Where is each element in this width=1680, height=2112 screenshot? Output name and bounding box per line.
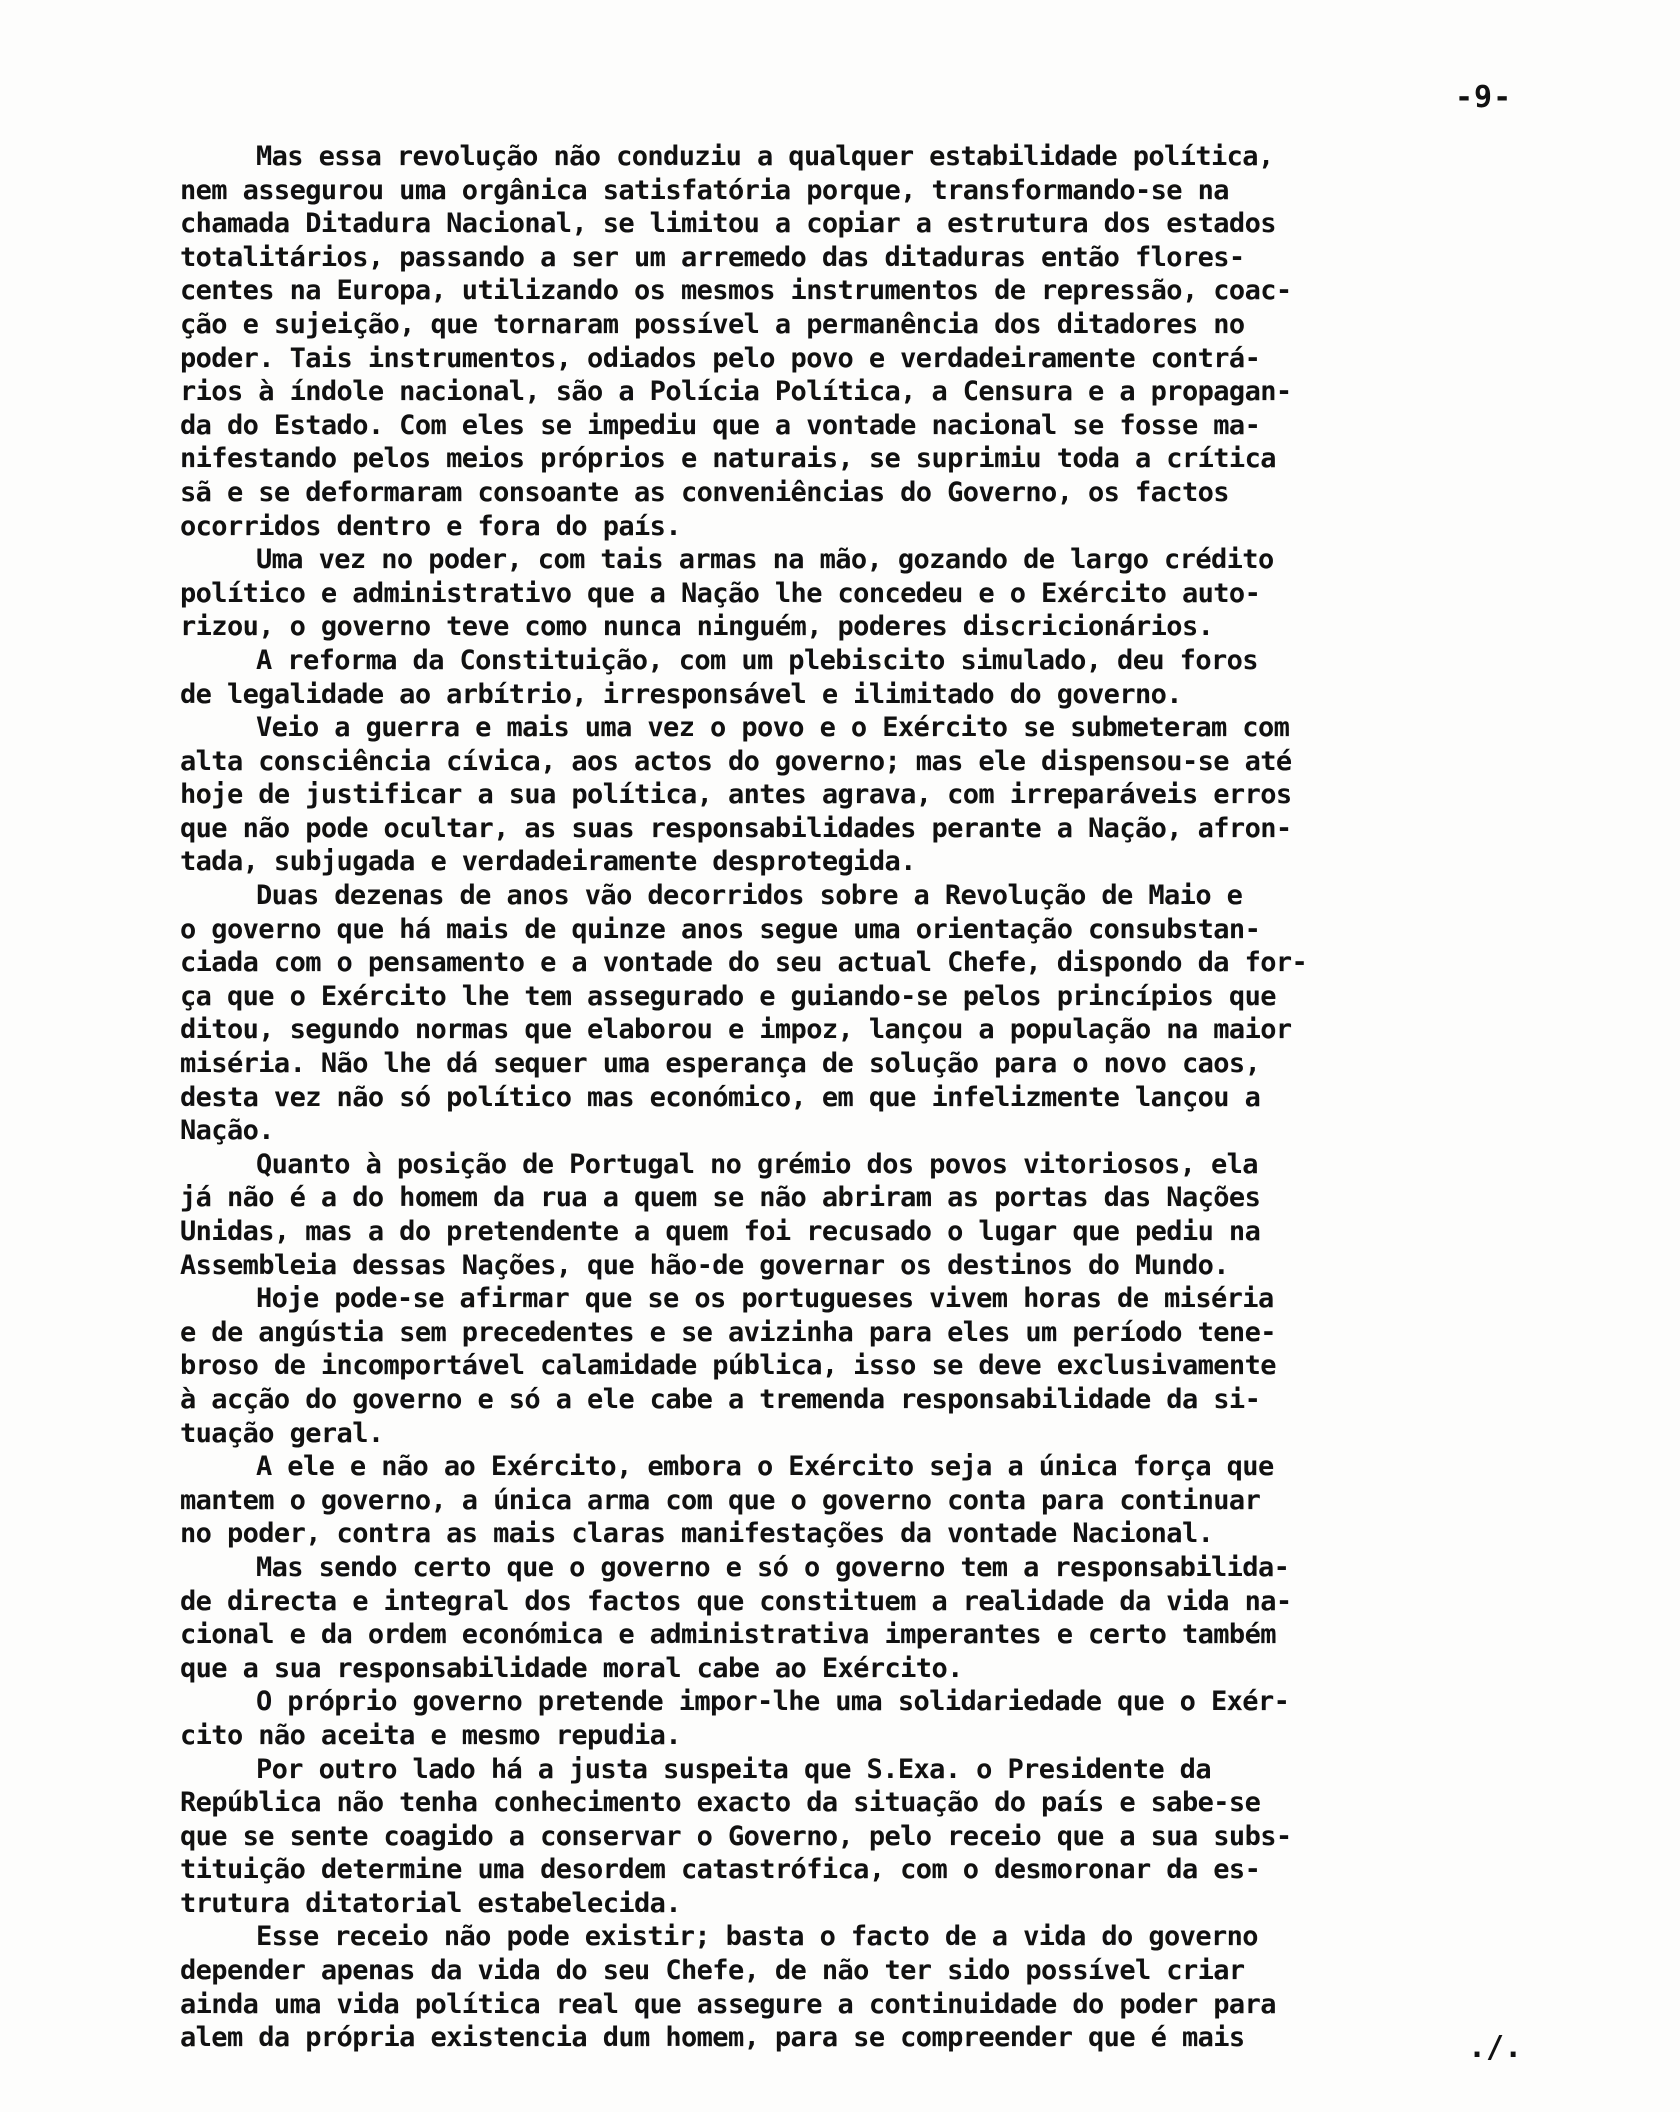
- text-line: à acção do governo e só a ele cabe a tremenda responsabilidade da si-: [180, 1383, 1261, 1415]
- text-line: broso de incomportável calamidade pública, isso se deve exclusivamente: [180, 1350, 1276, 1382]
- text-line: rizou, o governo teve como nunca ninguém, poderes discricionários.: [180, 611, 1214, 643]
- text-line: O próprio governo pretende impor-lhe uma solidariedade que o Exér-: [256, 1686, 1290, 1718]
- text-line: alta consciência cívica, aos actos do governo; mas ele dispensou-se até: [180, 745, 1292, 777]
- text-line: chamada Ditadura Nacional, se limitou a copiar a estrutura dos estados: [180, 208, 1276, 240]
- text-line: tada, subjugada e verdadeiramente desprotegida.: [180, 846, 916, 878]
- text-line: Duas dezenas de anos vão decorridos sobre a Revolução de Maio e: [256, 880, 1243, 912]
- text-line: tuação geral.: [180, 1417, 384, 1449]
- paragraph: [180, 1282, 1580, 1450]
- page-number: -9-: [1455, 80, 1513, 115]
- paragraph: [180, 879, 1580, 1148]
- text-line: Quanto à posição de Portugal no grémio dos povos vitoriosos, ela: [256, 1148, 1258, 1180]
- text-line: mantem o governo, a única arma com que o governo conta para continuar: [180, 1484, 1261, 1516]
- paragraph: [180, 1920, 1580, 2054]
- document-body: [180, 140, 1580, 2055]
- text-line: alem da própria existencia dum homem, para se compreender que é mais: [180, 2022, 1245, 2054]
- text-line: ainda uma vida política real que assegure a continuidade do poder para: [180, 1988, 1276, 2020]
- text-line: A reforma da Constituição, com um plebiscito simulado, deu foros: [256, 644, 1258, 676]
- text-line: nem assegurou uma orgânica satisfatória porque, transformando-se na: [180, 174, 1229, 206]
- paragraph: [180, 1685, 1580, 1752]
- text-line: Mas essa revolução não conduziu a qualquer estabilidade política,: [256, 141, 1274, 172]
- text-line: cito não aceita e mesmo repudia.: [180, 1719, 681, 1751]
- text-line: totalitários, passando a ser um arremedo das ditaduras então flores-: [180, 241, 1245, 273]
- paragraph: [180, 1551, 1580, 1685]
- paragraph: [180, 1450, 1580, 1551]
- paragraph: [180, 711, 1580, 879]
- text-line: Por outro lado há a justa suspeita que S.Exa. o Presidente da: [256, 1753, 1211, 1785]
- text-line: Veio a guerra e mais uma vez o povo e o Exército se submeteram com: [256, 712, 1290, 744]
- text-line: Esse receio não pode existir; basta o facto de a vida do governo: [256, 1921, 1258, 1953]
- text-line: Hoje pode-se afirmar que se os portugueses vivem horas de miséria: [256, 1283, 1274, 1315]
- text-line: Mas sendo certo que o governo e só o governo tem a responsabilida-: [256, 1551, 1290, 1583]
- text-line: e de angústia sem precedentes e se avizinha para eles um período tene-: [180, 1316, 1276, 1348]
- text-line: tituição determine uma desordem catastrófica, com o desmoronar da es-: [180, 1854, 1261, 1886]
- text-line: Assembleia dessas Nações, que hão-de governar os destinos do Mundo.: [180, 1249, 1229, 1281]
- text-line: A ele e não ao Exército, embora o Exército seja a única força que: [256, 1451, 1274, 1483]
- text-line: o governo que há mais de quinze anos segue uma orientação consubstan-: [180, 913, 1261, 945]
- text-line: no poder, contra as mais claras manifestações da vontade Nacional.: [180, 1518, 1214, 1550]
- text-line: Uma vez no poder, com tais armas na mão, gozando de largo crédito: [256, 544, 1274, 576]
- text-line: que a sua responsabilidade moral cabe ao Exército.: [180, 1652, 963, 1684]
- text-line: político e administrativo que a Nação lhe concedeu e o Exército auto-: [180, 577, 1261, 609]
- text-line: rios à índole nacional, são a Polícia Política, a Censura e a propagan-: [180, 376, 1292, 408]
- continuation-mark: ./.: [1468, 2030, 1523, 2065]
- text-line: centes na Europa, utilizando os mesmos instrumentos de repressão, coac-: [180, 275, 1292, 307]
- paragraph: [180, 644, 1580, 711]
- text-line: trutura ditatorial estabelecida.: [180, 1887, 681, 1919]
- text-line: de directa e integral dos factos que constituem a realidade da vida na-: [180, 1585, 1292, 1617]
- text-line: nifestando pelos meios próprios e naturais, se suprimiu toda a crítica: [180, 443, 1276, 475]
- text-line: ciada com o pensamento e a vontade do seu actual Chefe, dispondo da for-: [180, 947, 1308, 979]
- text-line: Unidas, mas a do pretendente a quem foi recusado o lugar que pediu na: [180, 1216, 1261, 1247]
- paragraph: [180, 140, 1580, 543]
- text-line: cional e da ordem económica e administrativa imperantes e certo também: [180, 1619, 1276, 1651]
- text-line: poder. Tais instrumentos, odiados pelo povo e verdadeiramente contrá-: [180, 342, 1261, 374]
- paragraph: [180, 543, 1580, 644]
- text-line: já não é a do homem da rua a quem se não abriram as portas das Nações: [180, 1182, 1261, 1214]
- paragraph: [180, 1753, 1580, 1921]
- text-line: da do Estado. Com eles se impediu que a vontade nacional se fosse ma-: [180, 409, 1261, 441]
- text-line: ditou, segundo normas que elaborou e impoz, lançou a população na maior: [180, 1014, 1292, 1046]
- text-line: hoje de justificar a sua política, antes agrava, com irreparáveis erros: [180, 779, 1292, 811]
- text-line: ça que o Exército lhe tem assegurado e guiando-se pelos princípios que: [180, 980, 1276, 1012]
- text-line: que se sente coagido a conservar o Governo, pelo receio que a sua subs-: [180, 1820, 1292, 1852]
- text-line: ção e sujeição, que tornaram possível a permanência dos ditadores no: [180, 308, 1245, 340]
- text-line: sã e se deformaram consoante as conveniências do Governo, os factos: [180, 476, 1229, 508]
- text-line: Nação.: [180, 1115, 274, 1147]
- text-line: miséria. Não lhe dá sequer uma esperança de solução para o novo caos,: [180, 1048, 1261, 1080]
- text-line: de legalidade ao arbítrio, irresponsável e ilimitado do governo.: [180, 678, 1182, 710]
- text-line: depender apenas da vida do seu Chefe, de não ter sido possível criar: [180, 1955, 1245, 1987]
- text-line: ocorridos dentro e fora do país.: [180, 510, 681, 542]
- text-line: desta vez não só político mas económico, em que infelizmente lançou a: [180, 1081, 1261, 1113]
- text-line: que não pode ocultar, as suas responsabilidades perante a Nação, afron-: [180, 812, 1292, 844]
- text-line: República não tenha conhecimento exacto da situação do país e sabe-se: [180, 1787, 1261, 1819]
- paragraph: [180, 1148, 1580, 1282]
